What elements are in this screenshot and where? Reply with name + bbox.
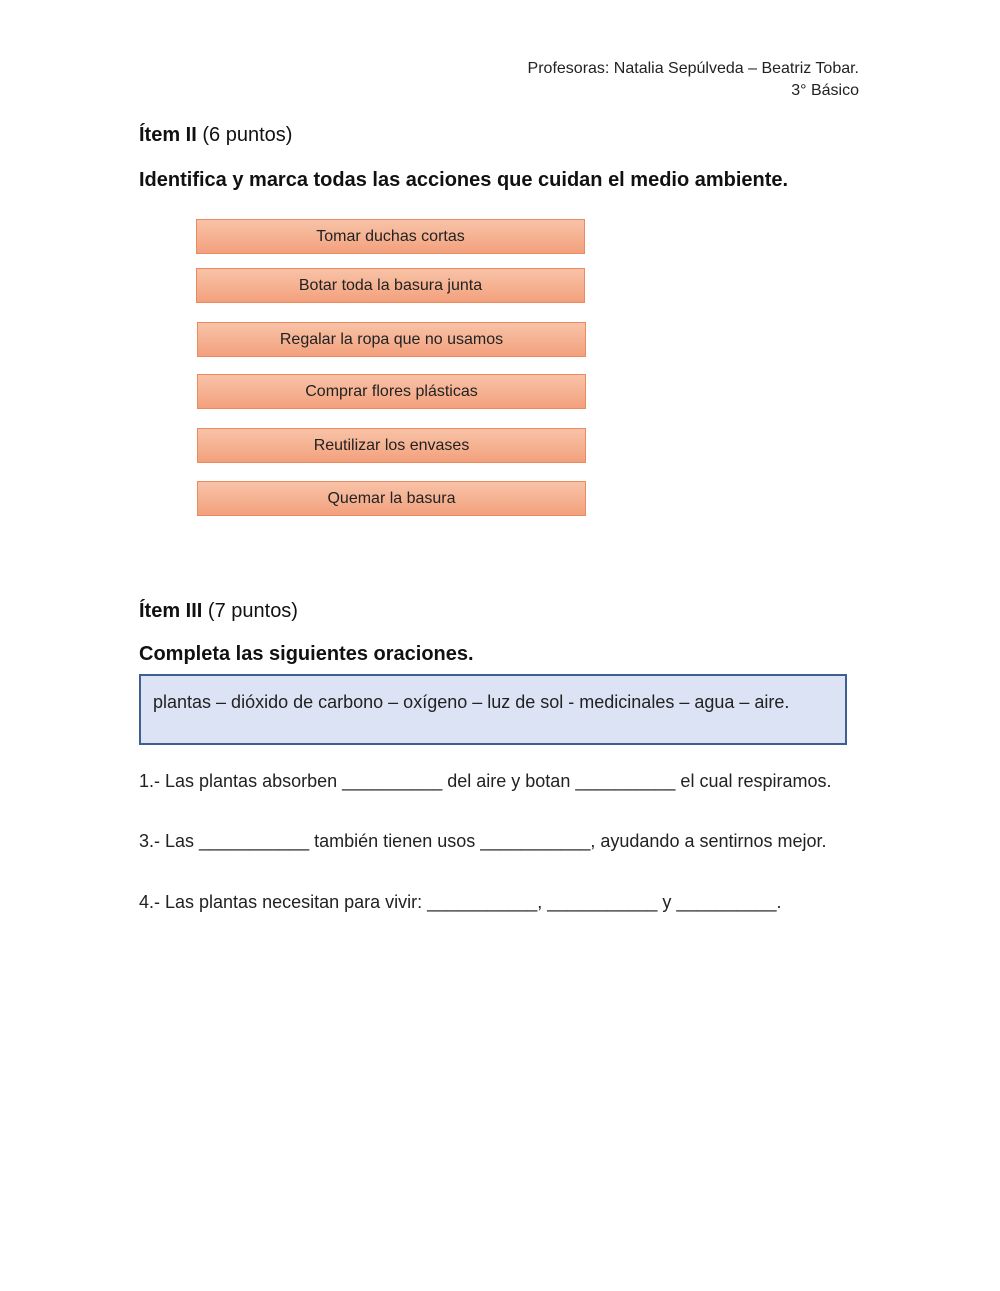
sentence-1[interactable]: 1.- Las plantas absorben __________ del aire y botan __________ el cual respiramos. xyxy=(139,771,832,791)
option-5[interactable]: Reutilizar los envases xyxy=(197,428,586,463)
item2-points: (6 puntos) xyxy=(202,124,293,146)
word-bank xyxy=(139,674,847,745)
sentence-3[interactable]: 3.- Las ___________ también tienen usos ___________, ayudando a sentirnos mejor. xyxy=(139,831,827,851)
word-bank-text: plantas – dióxido de carbono – oxígeno – luz de sol - medicinales – agua – aire. xyxy=(153,692,790,712)
item2-title xyxy=(139,124,292,147)
item3-instruction: Completa las siguientes oraciones. xyxy=(139,643,474,665)
page-header xyxy=(528,58,859,102)
option-4[interactable]: Comprar flores plásticas xyxy=(197,374,586,409)
option-1[interactable]: Tomar duchas cortas xyxy=(196,219,585,254)
option-6[interactable]: Quemar la basura xyxy=(197,481,586,516)
item2-title-label: Ítem II xyxy=(139,124,197,146)
sentence-4[interactable]: 4.- Las plantas necesitan para vivir: ___________, ___________ y __________. xyxy=(139,892,782,912)
item3-title xyxy=(139,600,298,623)
item3-title-label: Ítem III xyxy=(139,600,203,622)
option-3[interactable]: Regalar la ropa que no usamos xyxy=(197,322,586,357)
item3-points: (7 puntos) xyxy=(207,600,298,622)
item2-instruction: Identifica y marca todas las acciones que cuidan el medio ambiente. xyxy=(139,169,789,191)
grade-line: 3° Básico xyxy=(791,82,859,99)
option-2[interactable]: Botar toda la basura junta xyxy=(196,268,585,303)
teachers-line: Profesoras: Natalia Sepúlveda – Beatriz Tobar. xyxy=(527,60,859,77)
